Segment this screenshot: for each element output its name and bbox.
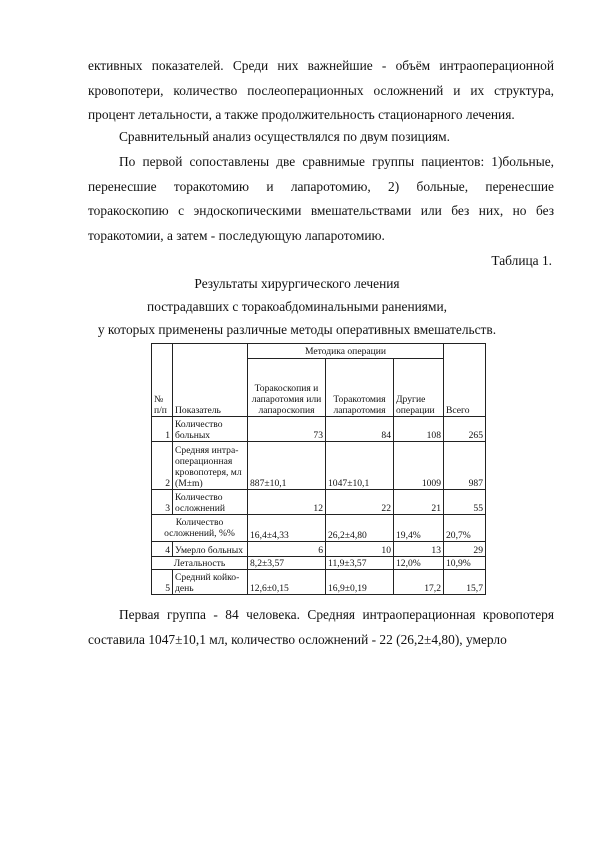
table-header-group-row	[152, 344, 486, 359]
cell-thoracoscopy: 12,6±0,15	[248, 570, 326, 595]
cell-total: 987	[444, 442, 486, 490]
table-title-line2: пострадавших с торакоабдоминальными ранениями,	[147, 299, 447, 314]
cell-thoracoscopy: 73	[248, 417, 326, 442]
cell-thoracotomy: 84	[326, 417, 394, 442]
cell-total: 55	[444, 490, 486, 515]
table-row	[152, 542, 486, 557]
table-label: Таблица 1.	[491, 253, 552, 268]
table-row	[152, 442, 486, 490]
cell-thoracotomy: 22	[326, 490, 394, 515]
cell-total: 20,7%	[444, 515, 486, 542]
cell-thoracotomy: 16,9±0,19	[326, 570, 394, 595]
row-label: Количество больных	[173, 417, 248, 442]
cell-other: 17,2	[394, 570, 444, 595]
table-row	[152, 570, 486, 595]
cell-thoracotomy: 10	[326, 542, 394, 557]
table-title-line1: Результаты хирургического лечения	[194, 276, 400, 291]
row-number: 2	[152, 442, 173, 490]
row-number: 4	[152, 542, 173, 557]
row-label: Средняя интра-операционная кровопотеря, мл (M±m)	[173, 442, 248, 490]
row-number: 3	[152, 490, 173, 515]
header-thoracoscopy: Торакоскопия и лапаротомия или лапароскопия	[248, 359, 326, 417]
cell-thoracoscopy: 6	[248, 542, 326, 557]
cell-thoracotomy: 26,2±4,80	[326, 515, 394, 542]
table-row	[152, 417, 486, 442]
cell-thoracoscopy: 16,4±4,33	[248, 515, 326, 542]
header-total: Всего	[444, 344, 486, 417]
cell-total: 265	[444, 417, 486, 442]
cell-thoracoscopy: 887±10,1	[248, 442, 326, 490]
row-label: Количество осложнений, %%	[152, 515, 248, 542]
table-title-line3: у которых применены различные методы оперативных вмешательств.	[97, 322, 497, 337]
cell-thoracoscopy: 12	[248, 490, 326, 515]
header-number: № п/п	[152, 344, 173, 417]
cell-total: 29	[444, 542, 486, 557]
row-label: Летальность	[152, 557, 248, 570]
row-number: 5	[152, 570, 173, 595]
closing-paragraph: Первая группа - 84 человека. Средняя интраоперационная кровопотеря составила 1047±10,1 мл, количество осложнений - 22 (26,2±4,80), умерло	[88, 607, 554, 647]
header-method-group: Методика операции	[248, 344, 444, 359]
cell-other: 108	[394, 417, 444, 442]
cell-other: 12,0%	[394, 557, 444, 570]
row-label: Средний койко-день	[173, 570, 248, 595]
row-label: Количество осложнений	[173, 490, 248, 515]
row-label: Умерло больных	[173, 542, 248, 557]
cell-other: 13	[394, 542, 444, 557]
cell-thoracotomy: 11,9±3,57	[326, 557, 394, 570]
header-other: Другие операции	[394, 359, 444, 417]
cell-thoracotomy: 1047±10,1	[326, 442, 394, 490]
intro-paragraph: ективных показателей. Среди них важнейшие - объём интраоперационной кровопотери, количество послеоперационных осложнений и их структура, процент летальности, а также продолжительность стационарного лечения.	[88, 58, 554, 122]
cell-total: 15,7	[444, 570, 486, 595]
cell-other: 19,4%	[394, 515, 444, 542]
analysis-line: Сравнительный анализ осуществлялся по двум позициям.	[119, 129, 450, 144]
results-table	[151, 343, 486, 595]
header-thoracotomy: Торакотомия лапаротомия	[326, 359, 394, 417]
cell-total: 10,9%	[444, 557, 486, 570]
cell-thoracoscopy: 8,2±3,57	[248, 557, 326, 570]
cell-other: 1009	[394, 442, 444, 490]
table-row	[152, 515, 486, 542]
groups-paragraph: По первой сопоставлены две сравнимые группы пациентов: 1)больные, перенесшие торакотомию и лапаротомию, 2) больные, перенесшие торакоскопию с эндоскопическими вмешательствами или без них, но без торакотомии, а затем - последующую лапаротомию.	[88, 154, 554, 243]
table-row	[152, 490, 486, 515]
table-row	[152, 557, 486, 570]
header-indicator: Показатель	[173, 344, 248, 417]
row-number: 1	[152, 417, 173, 442]
cell-other: 21	[394, 490, 444, 515]
